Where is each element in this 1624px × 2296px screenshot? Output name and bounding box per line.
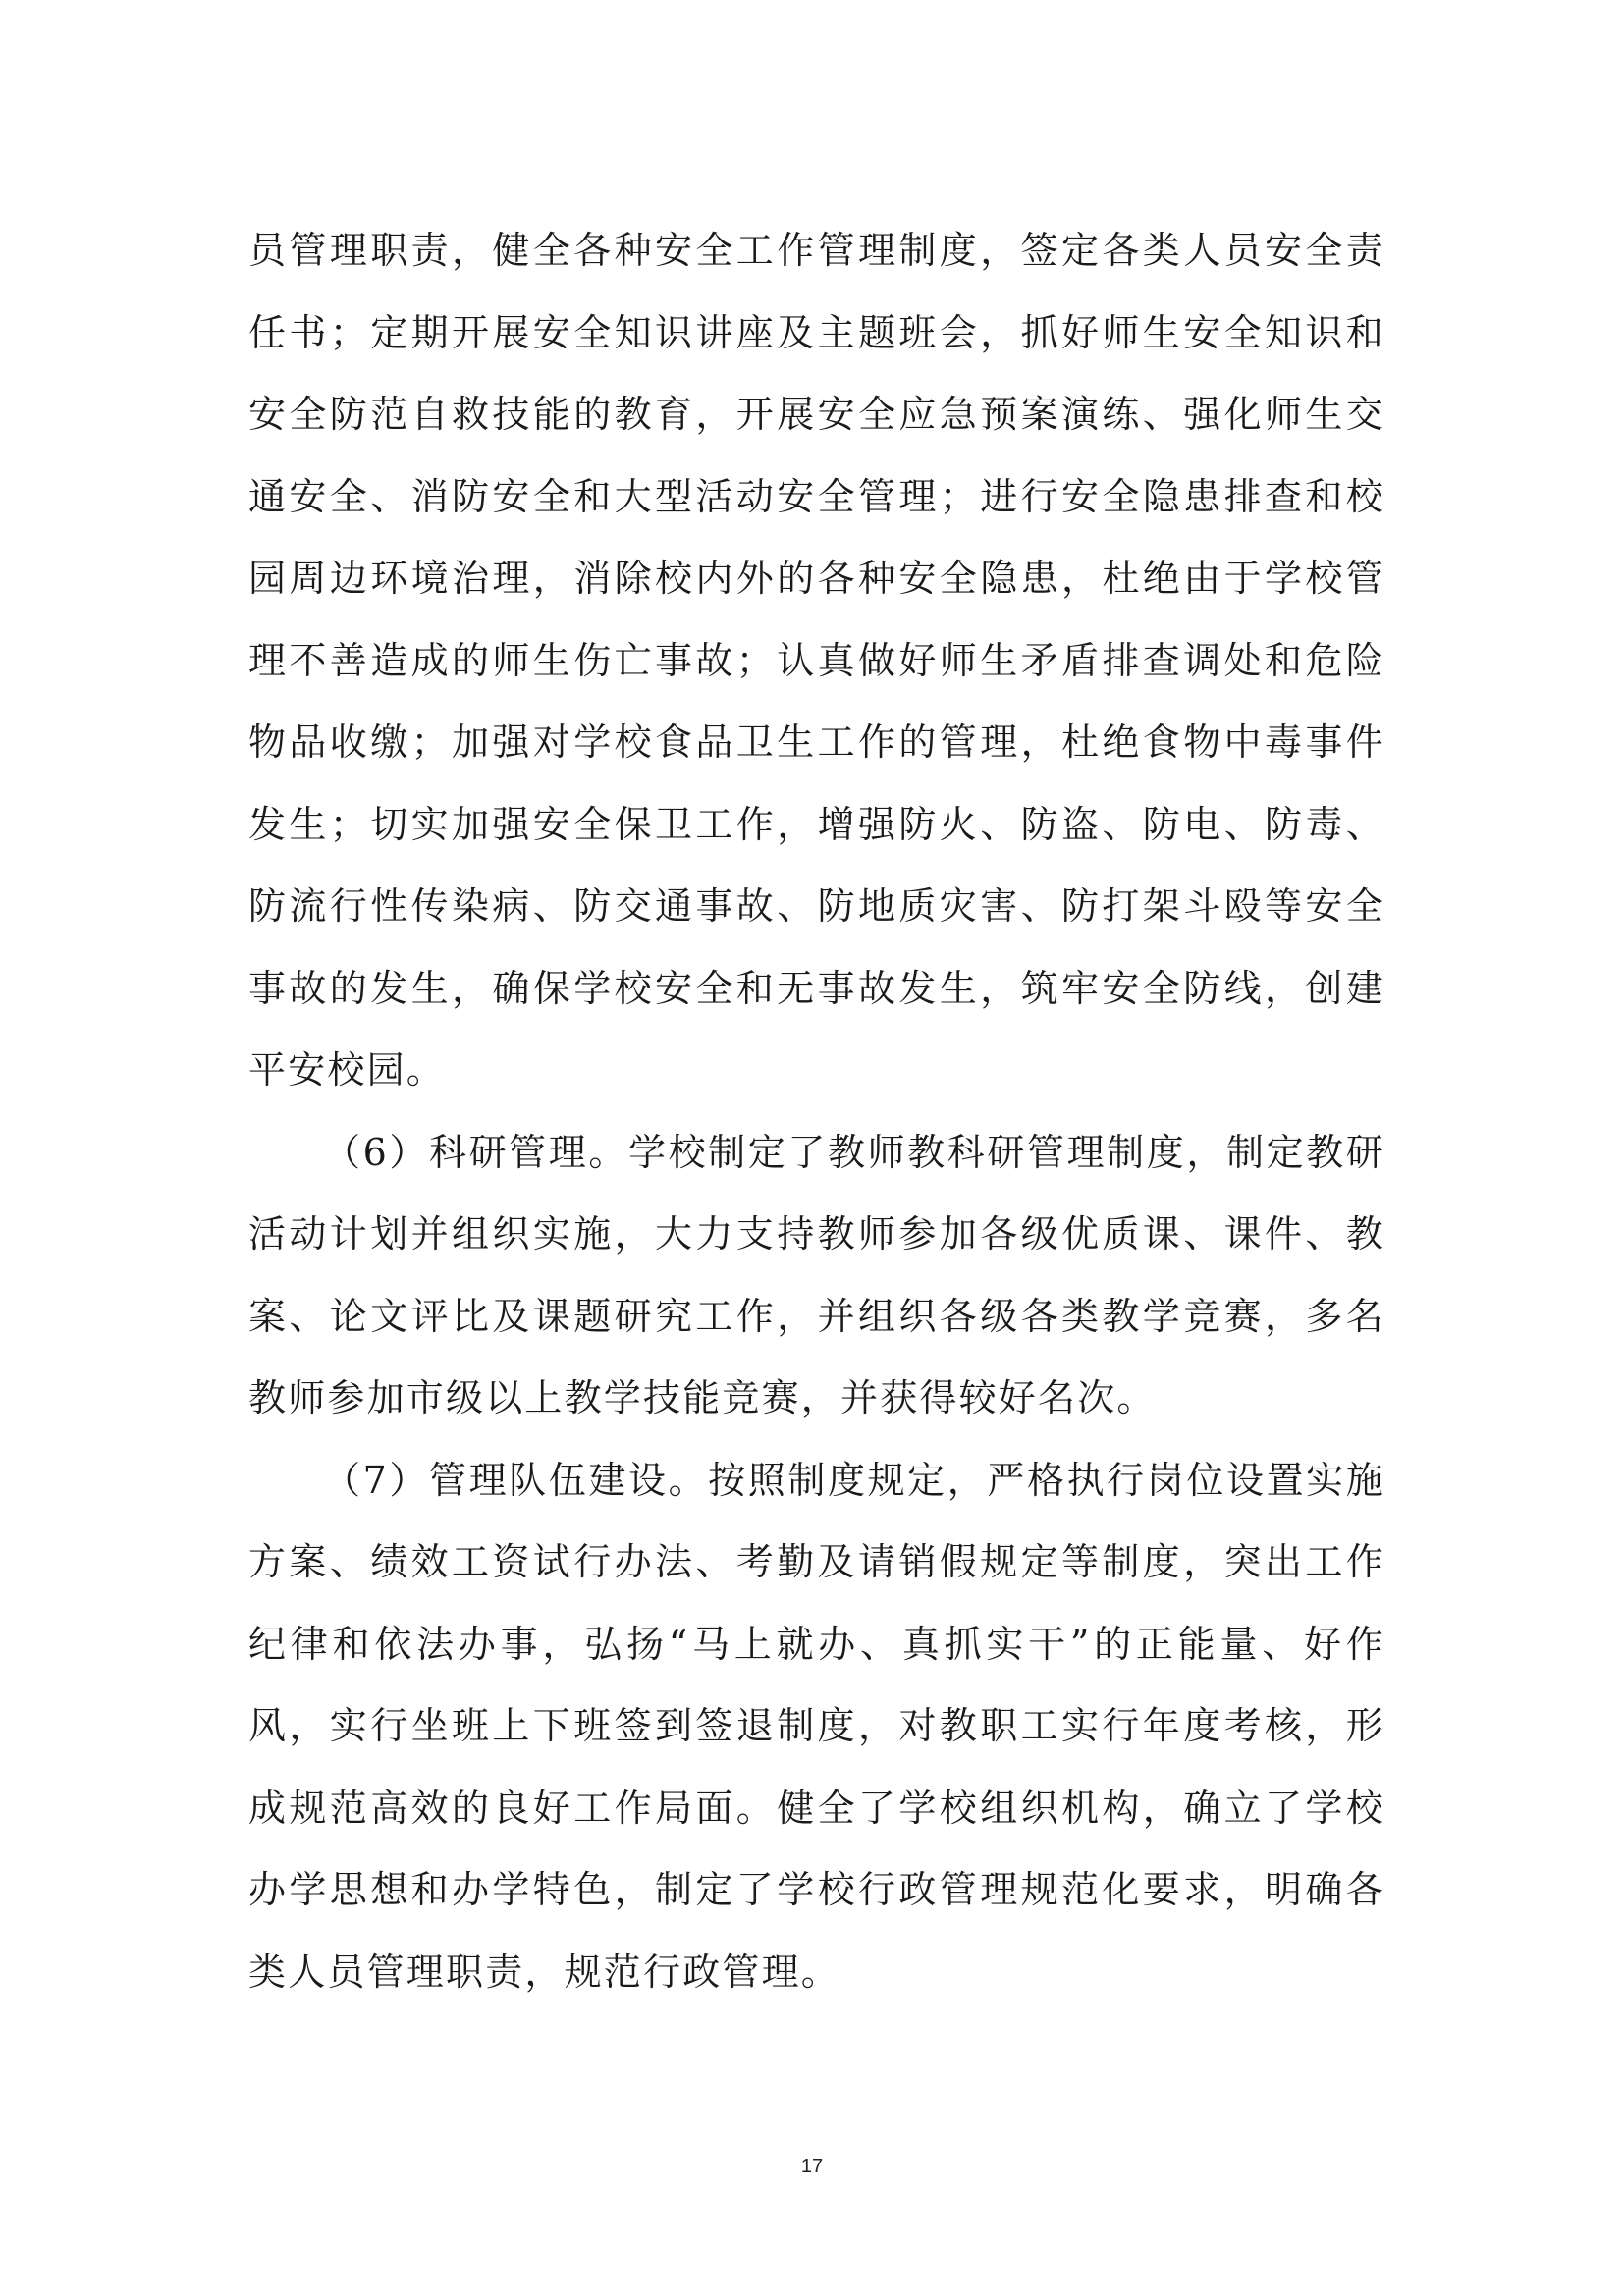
paragraph-safety-management: 员管理职责，健全各种安全工作管理制度，签定各类人员安全责任书；定期开展安全知识讲座及主题班会，抓好师生安全知识和安全防范自救技能的教育，开展安全应急预案演练、强化师生交通安全、消防安全和大型活动安全管理；进行安全隐患排查和校园周边环境治理，消除校内外的各种安全隐患，杜绝由于学校管理不善造成的师生伤亡事故；认真做好师生矛盾排查调处和危险物品收缴；加强对学校食品卫生工作的管理，杜绝食物中毒事件发生；切实加强安全保卫工作，增强防火、防盗、防电、防毒、防流行性传染病、防交通事故、防地质灾害、防打架斗殴等安全事故的发生，确保学校安全和无事故发生，筑牢安全防线，创建平安校园。 <box>248 229 1385 1092</box>
page-number: 17 <box>800 2156 824 2177</box>
body-text <box>248 210 1385 2013</box>
paragraph-research-management: （6）科研管理。学校制定了教师教科研管理制度，制定教研活动计划并组织实施，大力支持教师参加各级优质课、课件、教案、论文评比及课题研究工作，并组织各级各类教学竞赛，多名教师参加市级以上教学技能竞赛，并获得较好名次。 <box>248 1130 1385 1419</box>
paragraph-management-team-building: （7）管理队伍建设。按照制度规定，严格执行岗位设置实施方案、绩效工资试行办法、考勤及请销假规定等制度，突出工作纪律和依法办事，弘扬“马上就办、真抓实干”的正能量、好作风，实行坐班上下班签到签退制度，对教职工实行年度考核，形成规范高效的良好工作局面。健全了学校组织机构，确立了学校办学思想和办学特色，制定了学校行政管理规范化要求，明确各类人员管理职责，规范行政管理。 <box>248 1458 1385 1994</box>
